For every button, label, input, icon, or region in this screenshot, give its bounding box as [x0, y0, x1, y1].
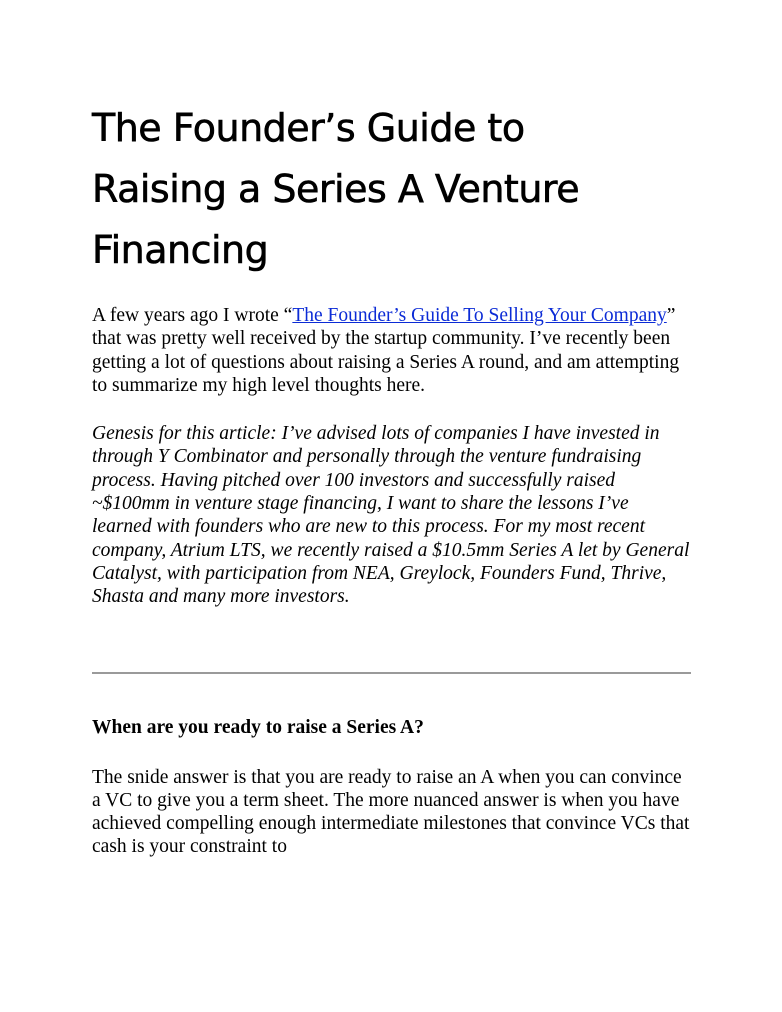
selling-guide-link[interactable]: The Founder’s Guide To Selling Your Company: [292, 305, 667, 326]
document-page: [92, 98, 692, 859]
title-line-3: Financing: [92, 228, 269, 272]
section-divider: [92, 672, 691, 674]
intro-paragraph: [92, 304, 692, 397]
section-body-paragraph: The snide answer is that you are ready to raise an A when you can convince a VC to give you a term sheet. The more nuanced answer is when you have achieved compelling enough intermediate milestones that convince VCs that cash is your constraint to: [92, 766, 690, 858]
article-title: [92, 98, 692, 281]
intro-text-after-link: ” that was pretty well received by the startup community. I’ve recently been getting a lot of questions about raising a Series A round, and am attempting to summarize my high level thoughts here.: [92, 305, 680, 396]
intro-text-before-link: A few years ago I wrote “: [92, 305, 293, 326]
title-line-1: The Founder’s Guide to: [92, 106, 525, 150]
section-heading: When are you ready to raise a Series A?: [92, 716, 424, 738]
title-line-2: Raising a Series A Venture: [92, 167, 580, 211]
genesis-paragraph: Genesis for this article: I’ve advised lots of companies I have invested in through Y Combinator and personally through the venture fundraising process. Having pitched over 100 investors and successfully raised ~$100mm in venture stage financing, I want to share the lessons I’ve learned with founders who are new to this process. For my most recent company, Atrium LTS, we recently raised a $10.5mm Series A let by General Catalyst, with participation from NEA, Greylock, Founders Fund, Thrive, Shasta and many more investors.: [92, 423, 690, 608]
